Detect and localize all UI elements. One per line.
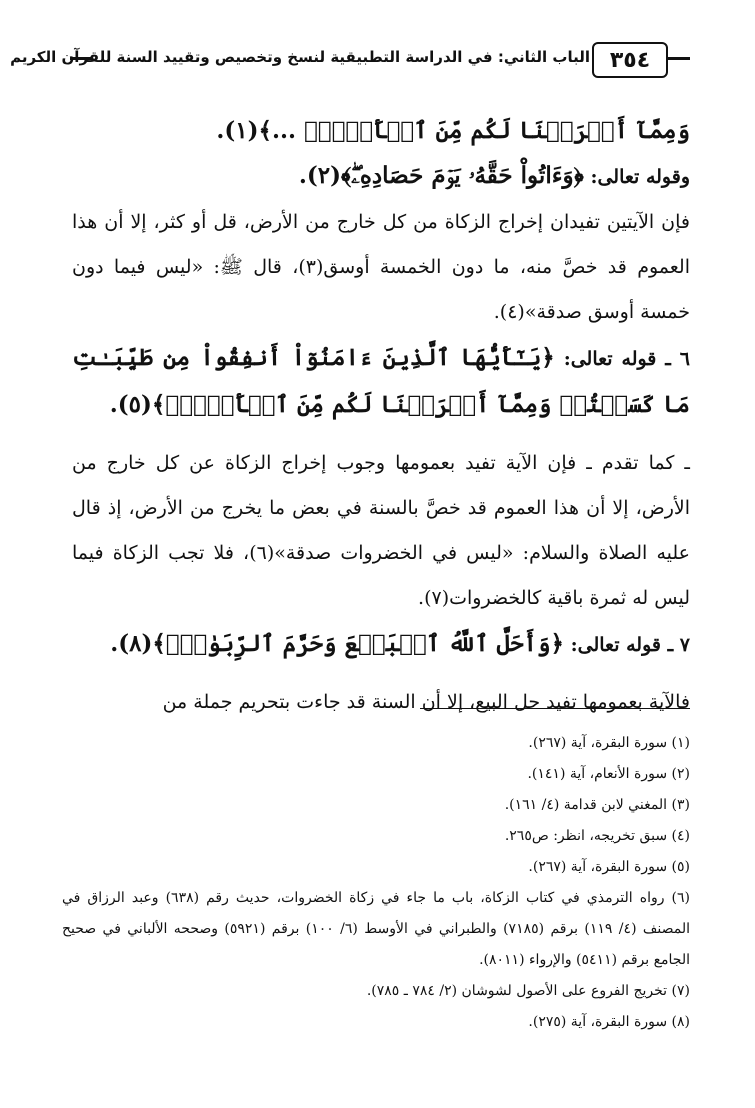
verse-intro-label: ٧ ـ قوله تعالى: bbox=[564, 634, 690, 656]
footnote: (١) سورة البقرة، آية (٢٦٧). bbox=[528, 735, 690, 751]
page-header bbox=[10, 40, 690, 80]
quran-verse: ﴿وَأَحَلَّ ٱللَّهُ ٱلۡبَيۡعَ وَحَرَّمَ ٱلرِّبَوٰاْۚ﴾(٨). bbox=[110, 630, 564, 657]
footnote: (٨) سورة البقرة، آية (٢٧٥). bbox=[528, 1014, 690, 1030]
numbered-verse-6 bbox=[72, 335, 690, 429]
paragraph: فالآية بعمومها تفيد حل البيع، إلا أن السنة قد جاءت بتحريم جملة من bbox=[162, 691, 690, 713]
paragraph: فإن الآيتين تفيدان إخراج الزكاة من كل خارج من الأرض، قل أو كثر، إلا أن هذا العموم قد خصَّ منه، ما دون الخمسة أوسق(٣)، قال ﷺ: «ليس فيما دون خمسة أوسق صدقة»(٤). bbox=[72, 211, 690, 323]
quran-verse: ﴿يَـٰٓأَيُّهَا ٱلَّذِينَ ءَامَنُوٓاْ أَنفِقُواْ مِن طَيِّبَـٰتِ مَا كَسَبۡتُمۡ وَمِمَّآ أَخۡرَجۡنَا لَكُم مِّنَ ٱلۡأَرۡضِۗ﴾(٥). bbox=[72, 344, 690, 418]
main-text bbox=[72, 108, 690, 725]
verse-intro-label: وقوله تعالى: bbox=[583, 166, 690, 188]
footnote: (٤) سبق تخريجه، انظر: ص٢٦٥. bbox=[504, 828, 690, 844]
numbered-verse-7 bbox=[72, 621, 690, 668]
verse-intro bbox=[72, 153, 690, 200]
footnote: (٦) رواه الترمذي في كتاب الزكاة، باب ما جاء في زكاة الخضروات، حديث رقم (٦٣٨) وعبد الرزاق في المصنف (٤/ ١١٩) برقم (٧١٨٥) والطبراني في الأوسط (٦/ ١٠٠) برقم (٥٩٢١) وصححه الألباني في صحيح الجامع برقم (٥٤١١) والإرواء (٨٠١١). bbox=[62, 890, 690, 968]
verse-intro-label: ٦ ـ قوله تعالى: bbox=[554, 348, 690, 370]
footnote: (٣) المغني لابن قدامة (٤/ ١٦١). bbox=[504, 797, 690, 813]
header-rule-right bbox=[668, 57, 690, 60]
footnote-separator bbox=[420, 708, 690, 709]
paragraph: ـ كما تقدم ـ فإن الآية تفيد بعمومها وجوب إخراج الزكاة عن كل خارج من الأرض، إلا أن هذا العموم قد خصَّ بالسنة في بعض ما يخرج من الأرض، إذ قال عليه الصلاة والسلام: «ليس في الخضروات صدقة»(٦)، فلا تجب الزكاة فيما ليس له ثمرة باقية كالخضروات(٧). bbox=[72, 452, 690, 609]
footnotes bbox=[62, 728, 690, 1038]
footnote: (٧) تخريج الفروع على الأصول لشوشان (٢/ ٧٨٤ ـ ٧٨٥). bbox=[366, 983, 690, 999]
header-rule-left bbox=[70, 57, 92, 60]
footnote: (٢) سورة الأنعام، آية (١٤١). bbox=[527, 766, 690, 782]
footnote: (٥) سورة البقرة، آية (٢٦٧). bbox=[528, 859, 690, 875]
page-number: ٣٥٤ bbox=[592, 42, 668, 78]
chapter-title: الباب الثاني: في الدراسة التطبيقية لنسخ وتخصيص وتقييد السنة للقرآن الكريم bbox=[10, 48, 590, 66]
quran-verse-line: وَمِمَّآ أَخۡرَجۡنَا لَكُم مِّنَ ٱلۡأَرۡضِۗ ...﴾(١). bbox=[216, 117, 690, 144]
quran-verse: ﴿وَءَاتُواْ حَقَّهُۥ يَوۡمَ حَصَادِهِۦۖ﴾(٢). bbox=[298, 162, 584, 189]
